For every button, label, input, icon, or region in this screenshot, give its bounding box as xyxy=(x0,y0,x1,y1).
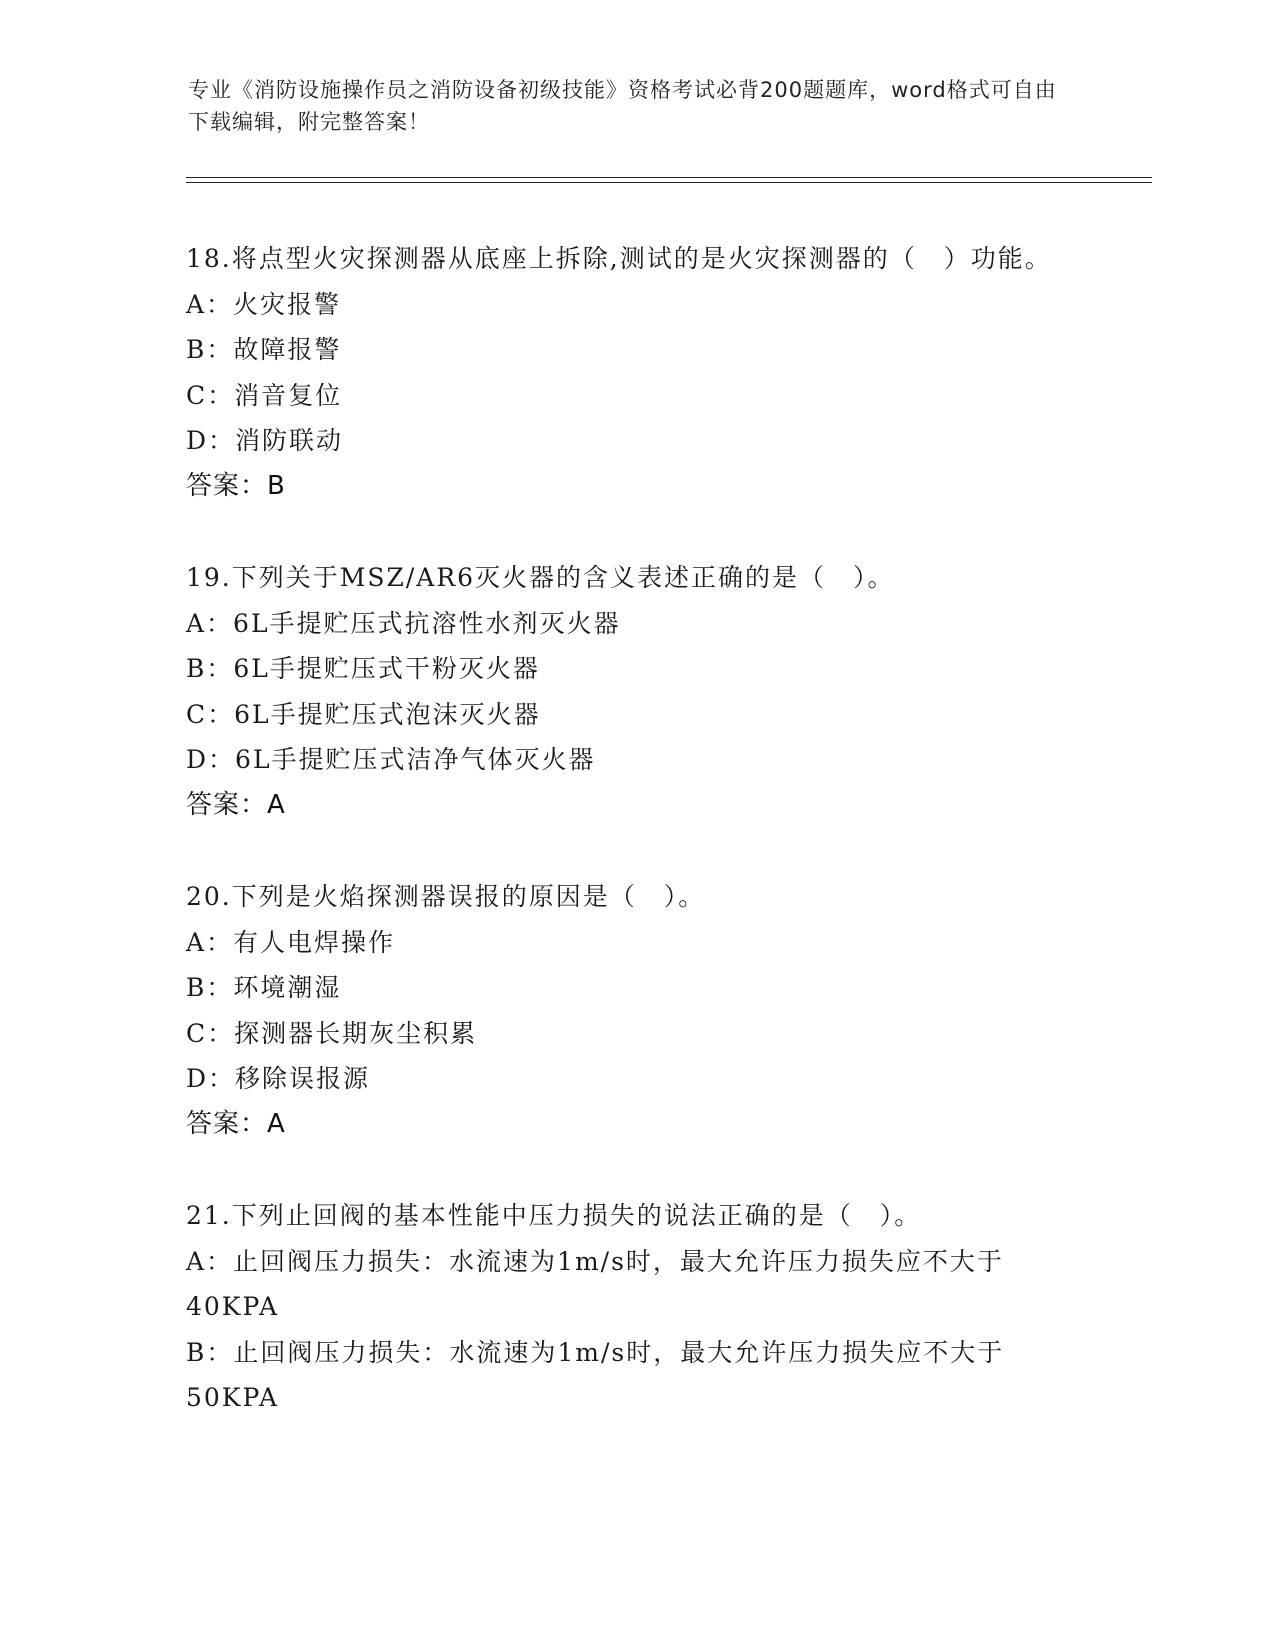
option-b: B：止回阀压力损失：水流速为1m/s时，最大允许压力损失应不大于50KPA xyxy=(186,1337,1005,1412)
question-stem: 21.下列止回阀的基本性能中压力损失的说法正确的是（ ）。 xyxy=(186,1201,922,1230)
answer-line: 答案：B xyxy=(186,470,286,501)
option-b: B：6L手提贮压式干粉灭火器 xyxy=(186,654,540,683)
question-21 xyxy=(186,1193,1066,1421)
question-stem: 20.下列是火焰探测器误报的原因是（ ）。 xyxy=(186,882,706,911)
option-d: D：6L手提贮压式洁净气体灭火器 xyxy=(186,745,596,774)
option-a: A：止回阀压力损失：水流速为1m/s时，最大允许压力损失应不大于40KPA xyxy=(186,1246,1004,1321)
header-divider-bottom xyxy=(186,182,1152,183)
question-18 xyxy=(186,236,1066,509)
question-19 xyxy=(186,555,1066,828)
question-stem: 18.将点型火灾探测器从底座上拆除,测试的是火灾探测器的（ ）功能。 xyxy=(186,244,1052,273)
question-stem: 19.下列关于MSZ/AR6灭火器的含义表述正确的是（ ）。 xyxy=(186,563,895,592)
document-header: 专业《消防设施操作员之消防设备初级技能》资格考试必背200题题库，word格式可自由下载编辑，附完整答案！ xyxy=(188,78,1057,134)
option-b: B：故障报警 xyxy=(186,335,342,364)
option-b: B：环境潮湿 xyxy=(186,973,342,1002)
answer-line: 答案：A xyxy=(186,1108,286,1139)
option-d: D：移除误报源 xyxy=(186,1064,371,1093)
answer-line: 答案：A xyxy=(186,789,286,820)
option-c: C：消音复位 xyxy=(186,380,343,410)
question-list xyxy=(186,236,1066,1467)
header-divider-top xyxy=(186,177,1152,178)
option-a: A：有人电焊操作 xyxy=(186,927,396,957)
option-d: D：消防联动 xyxy=(186,426,344,455)
option-c: C：6L手提贮压式泡沫灭火器 xyxy=(186,699,541,729)
option-a: A：6L手提贮压式抗溶性水剂灭火器 xyxy=(186,608,621,638)
question-20 xyxy=(186,874,1066,1147)
option-a: A：火灾报警 xyxy=(186,289,342,319)
option-c: C：探测器长期灰尘积累 xyxy=(186,1018,478,1048)
